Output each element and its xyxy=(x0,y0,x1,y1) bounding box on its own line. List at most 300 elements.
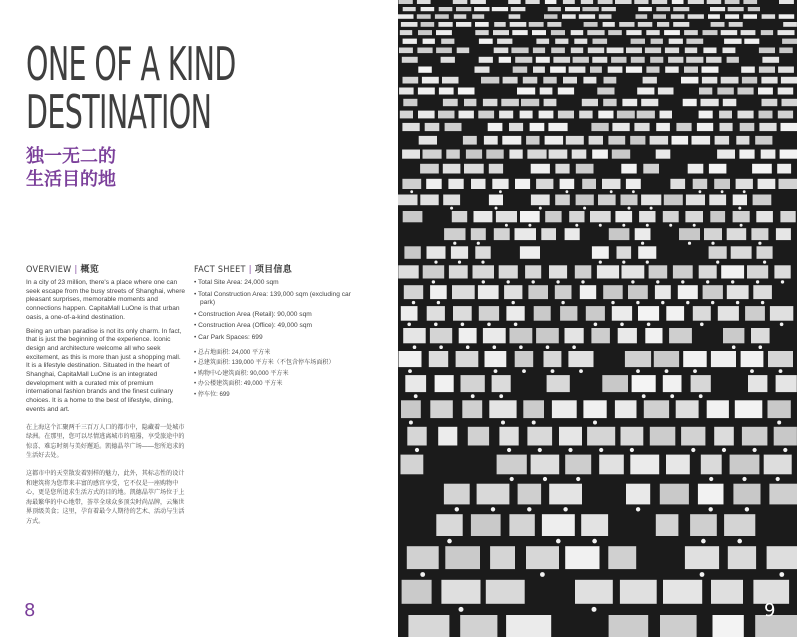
facade-panel xyxy=(650,427,676,446)
facade-panel xyxy=(617,246,632,258)
facade-panel xyxy=(512,30,527,35)
facade-panel xyxy=(774,265,790,278)
facade-panel xyxy=(445,546,480,569)
facade-panel xyxy=(453,306,472,321)
facade-panel xyxy=(656,123,670,131)
facade-panel xyxy=(604,77,617,84)
facade-panel xyxy=(738,111,754,119)
facade-panel xyxy=(579,14,595,18)
facade-panel xyxy=(475,22,489,27)
facade-panel xyxy=(724,514,755,536)
facade-bolt xyxy=(439,345,443,349)
facade-bolt xyxy=(693,369,697,373)
factsheet-list xyxy=(194,279,364,406)
facade-bolt xyxy=(779,572,784,577)
facade-panel xyxy=(767,546,797,569)
facade-bolt xyxy=(711,301,714,304)
facade-panel xyxy=(673,265,693,278)
facade-panel xyxy=(632,375,656,392)
facade-panel xyxy=(764,455,792,475)
facade-panel xyxy=(608,546,636,569)
facade-panel xyxy=(679,228,700,240)
page-title xyxy=(26,37,249,139)
facade-panel xyxy=(617,111,635,119)
facade-panel xyxy=(776,228,791,240)
list-item: • 购物中心建筑面积: 90,000 平方米 xyxy=(194,369,289,377)
facade-panel xyxy=(477,484,510,505)
facade-panel xyxy=(703,30,718,35)
facade-panel xyxy=(626,67,642,73)
facade-panel xyxy=(531,455,560,475)
facade-panel xyxy=(445,123,462,131)
facade-panel xyxy=(560,306,577,321)
left-page xyxy=(0,0,398,637)
facade-bolt xyxy=(711,242,714,245)
facade-panel xyxy=(603,285,623,299)
facade-panel xyxy=(544,99,557,106)
facade-bolt xyxy=(505,224,508,227)
facade-panel xyxy=(761,150,776,159)
overview-heading-en: OVERVIEW xyxy=(26,265,72,275)
facade-panel xyxy=(398,195,418,206)
facade-bolt xyxy=(636,369,640,373)
facade-panel xyxy=(660,615,697,637)
facade-panel xyxy=(461,375,485,392)
facade-panel xyxy=(683,99,697,106)
facade-panel xyxy=(551,48,565,54)
facade-panel xyxy=(608,136,625,145)
facade-panel xyxy=(423,265,445,278)
facade-panel xyxy=(576,195,594,206)
facade-panel xyxy=(645,328,662,343)
facade-panel xyxy=(609,228,630,240)
facade-panel xyxy=(536,39,549,44)
facade-panel xyxy=(583,400,606,418)
facade-panel xyxy=(723,99,737,106)
facade-panel xyxy=(599,14,612,18)
facade-panel xyxy=(549,484,582,505)
facade-panel xyxy=(565,7,580,11)
facade-panel xyxy=(405,375,426,392)
facade-panel xyxy=(400,30,412,35)
facade-panel xyxy=(402,150,420,159)
facade-panel xyxy=(719,111,732,119)
facade-panel xyxy=(698,484,724,505)
facade-panel xyxy=(758,88,773,95)
facade-panel xyxy=(486,150,503,159)
facade-panel xyxy=(456,22,471,27)
facade-bolt xyxy=(722,448,726,452)
facade-panel xyxy=(707,0,722,4)
facade-panel xyxy=(486,580,525,604)
facade-bolt xyxy=(620,323,624,327)
facade-panel xyxy=(715,136,730,145)
facade-panel xyxy=(520,211,540,222)
facade-panel xyxy=(569,67,586,73)
facade-panel xyxy=(463,136,477,145)
facade-panel xyxy=(753,195,772,206)
facade-panel xyxy=(778,111,793,119)
facade-panel xyxy=(641,99,658,106)
facade-panel xyxy=(747,265,768,278)
facade-panel xyxy=(730,455,760,475)
facade-bolt xyxy=(641,242,644,245)
facade-bolt xyxy=(750,369,754,373)
facade-bolt xyxy=(646,224,649,227)
facade-panel xyxy=(536,179,553,189)
facade-panel xyxy=(430,400,453,418)
facade-bolt xyxy=(691,448,695,452)
facade-panel xyxy=(458,88,475,95)
facade-panel xyxy=(575,580,613,604)
facade-panel xyxy=(459,328,477,343)
facade-panel xyxy=(422,77,439,84)
factsheet-cn-list xyxy=(194,349,364,400)
facade-panel xyxy=(608,30,622,35)
facade-bolt xyxy=(756,280,759,283)
facade-panel xyxy=(665,48,679,54)
facade-bolt xyxy=(665,369,669,373)
facade-panel xyxy=(459,111,474,119)
facade-bolt xyxy=(556,280,559,283)
facade-bolt xyxy=(709,507,713,511)
facade-bolt xyxy=(731,280,734,283)
facade-panel xyxy=(590,211,611,222)
facade-panel xyxy=(579,111,592,119)
facade-panel xyxy=(736,136,749,145)
facade-panel xyxy=(402,179,421,189)
facade-panel xyxy=(583,77,596,84)
facade-panel xyxy=(761,30,773,35)
facade-bolt xyxy=(556,539,561,544)
facade-panel xyxy=(657,22,669,27)
facade-panel xyxy=(531,195,550,206)
facade-panel xyxy=(547,375,570,392)
facade-bolt xyxy=(656,280,659,283)
facade-panel xyxy=(513,67,528,73)
facade-panel xyxy=(438,427,457,446)
facade-panel xyxy=(630,455,659,475)
facade-panel xyxy=(456,7,471,11)
facade-panel xyxy=(399,0,413,4)
facade-panel xyxy=(592,150,608,159)
facade-bolt xyxy=(487,323,491,327)
facade-panel xyxy=(403,211,423,222)
facade-panel xyxy=(518,484,542,505)
facade-panel xyxy=(779,48,792,54)
facade-panel xyxy=(573,57,589,63)
facade-panel xyxy=(474,211,493,222)
facade-panel xyxy=(483,328,506,343)
facade-panel xyxy=(626,179,641,189)
facade-panel xyxy=(441,580,480,604)
facade-panel xyxy=(568,351,593,367)
facade-panel xyxy=(531,164,550,174)
facade-panel xyxy=(550,67,566,73)
facade-panel xyxy=(756,211,773,222)
facade-bolt xyxy=(701,539,706,544)
facade-bolt xyxy=(458,261,461,264)
facade-bolt xyxy=(568,448,572,452)
facade-bolt xyxy=(453,242,456,245)
facade-bolt xyxy=(563,507,567,511)
facade-panel xyxy=(777,164,791,174)
facade-panel xyxy=(497,455,527,475)
facade-bolt xyxy=(466,345,470,349)
facade-panel xyxy=(669,39,683,44)
facade-panel xyxy=(558,88,574,95)
facade-bolt xyxy=(669,224,672,227)
facade-panel xyxy=(673,22,689,27)
facade-panel xyxy=(545,136,564,145)
facade-bolt xyxy=(688,242,691,245)
facade-panel xyxy=(638,22,653,27)
facade-panel xyxy=(635,228,651,240)
facade-panel xyxy=(781,77,797,84)
facade-bolt xyxy=(551,369,555,373)
facade-panel xyxy=(717,150,735,159)
facade-panel xyxy=(703,285,723,299)
facade-panel xyxy=(770,306,793,321)
facade-bolt xyxy=(572,345,576,349)
facade-panel xyxy=(545,211,561,222)
facade-panel xyxy=(744,39,759,44)
facade-panel xyxy=(728,7,744,11)
facade-panel xyxy=(597,265,619,278)
facade-panel xyxy=(688,164,704,174)
facade-panel xyxy=(464,99,476,106)
facade-bolt xyxy=(432,280,435,283)
facade-panel xyxy=(673,7,689,11)
facade-bolt xyxy=(519,345,523,349)
facade-bolt xyxy=(738,207,741,210)
facade-panel xyxy=(484,136,498,145)
facade-panel xyxy=(725,14,739,18)
facade-panel xyxy=(562,14,576,18)
facade-panel xyxy=(407,427,426,446)
facade-panel xyxy=(587,30,604,35)
facade-bolt xyxy=(661,301,664,304)
facade-panel xyxy=(401,22,418,27)
facade-panel xyxy=(676,123,691,131)
facade-panel xyxy=(686,195,705,206)
facade-panel xyxy=(774,427,797,446)
facade-panel xyxy=(580,285,596,299)
facade-bolt xyxy=(543,477,547,481)
facade-bolt xyxy=(459,607,464,612)
page-number-right: 9 xyxy=(764,600,776,621)
facade-panel xyxy=(660,111,673,119)
facade-bolt xyxy=(414,394,418,398)
facade-panel xyxy=(483,99,498,106)
facade-pattern-image xyxy=(398,0,797,637)
facade-panel xyxy=(752,164,772,174)
facade-panel xyxy=(401,400,421,418)
facade-panel xyxy=(555,195,570,206)
facade-panel xyxy=(449,265,468,278)
facade-panel xyxy=(758,179,776,189)
facade-bolt xyxy=(477,242,480,245)
facade-panel xyxy=(741,30,756,35)
facade-bolt xyxy=(776,477,780,481)
facade-bolt xyxy=(575,224,578,227)
overview-paragraph-cn: 这都市中的天堂散发着别样的魅力，此外，其标志性的设计和建筑将为您带来丰富的感官享受，它不仅是一座购物中心，更是您所追求生活方式的目的地。凯德晶萃广场位于上海最繁华的中心地带，荟萃全球众多顶尖时尚品牌，云集世界顶级美食；这里，孕育着最令人期待的艺术、活动与生活方式。 xyxy=(26,469,185,525)
facade-panel xyxy=(729,22,743,27)
overview-text xyxy=(26,279,186,531)
facade-panel xyxy=(419,136,437,145)
facade-bolt xyxy=(763,261,766,264)
facade-panel xyxy=(699,88,712,95)
facade-bolt xyxy=(447,539,452,544)
facade-bolt xyxy=(737,539,742,544)
page-number-left: 8 xyxy=(24,600,36,621)
facade-panel xyxy=(403,328,426,343)
facade-panel xyxy=(536,57,550,63)
facade-panel xyxy=(690,514,717,536)
facade-panel xyxy=(591,328,610,343)
list-item: • Construction Area (Retail): 90,000 sqm xyxy=(194,310,312,318)
facade-panel xyxy=(575,265,592,278)
facade-panel xyxy=(626,30,641,35)
facade-panel xyxy=(612,306,632,321)
facade-panel xyxy=(404,285,423,299)
facade-panel xyxy=(528,285,548,299)
facade-panel xyxy=(645,48,661,54)
facade-panel xyxy=(592,57,607,63)
facade-panel xyxy=(499,111,513,119)
list-item: • Total Construction Area: 139,000 sqm (excluding car park) xyxy=(194,290,351,307)
facade-panel xyxy=(426,179,442,189)
facade-panel xyxy=(778,88,794,95)
facade-panel xyxy=(646,30,659,35)
facade-panel xyxy=(542,514,575,536)
facade-panel xyxy=(621,164,636,174)
list-item: • 总占地面积: 24,000 平方米 xyxy=(194,348,271,356)
facade-panel xyxy=(488,123,503,131)
facade-panel xyxy=(599,455,624,475)
facade-panel xyxy=(740,123,755,131)
facade-bolt xyxy=(693,224,696,227)
facade-bolt xyxy=(761,301,764,304)
facade-panel xyxy=(720,123,733,131)
facade-bolt xyxy=(415,448,419,452)
facade-panel xyxy=(651,39,663,44)
facade-panel xyxy=(506,306,524,321)
facade-panel xyxy=(439,7,453,11)
facade-bolt xyxy=(721,190,724,193)
facade-panel xyxy=(421,7,435,11)
facade-panel xyxy=(643,77,657,84)
facade-panel xyxy=(555,39,568,44)
facade-panel xyxy=(565,546,599,569)
facade-panel xyxy=(638,246,656,258)
facade-panel xyxy=(701,455,722,475)
facade-panel xyxy=(663,580,702,604)
facade-panel xyxy=(615,400,637,418)
facade-panel xyxy=(501,99,519,106)
facade-panel xyxy=(563,0,575,4)
facade-bolt xyxy=(670,394,674,398)
facade-panel xyxy=(549,150,568,159)
facade-bolt xyxy=(566,190,569,193)
facade-panel xyxy=(509,150,522,159)
facade-panel xyxy=(508,0,521,4)
facade-panel xyxy=(656,150,671,159)
facade-bolt xyxy=(420,572,425,577)
facade-panel xyxy=(418,30,432,35)
facade-panel xyxy=(650,136,669,145)
facade-panel xyxy=(466,150,482,159)
facade-panel xyxy=(649,265,668,278)
facade-panel xyxy=(444,484,470,505)
facade-panel xyxy=(398,265,418,278)
list-item: • Total Site Area: 24,000 sqm xyxy=(194,279,279,286)
facade-panel xyxy=(401,455,424,475)
facade-panel xyxy=(685,546,719,569)
facade-panel xyxy=(521,99,539,106)
factsheet-en-list xyxy=(194,279,364,343)
facade-panel xyxy=(748,375,767,392)
facade-panel xyxy=(735,400,763,418)
facade-panel xyxy=(727,285,749,299)
facade-bolt xyxy=(636,301,639,304)
facade-panel xyxy=(780,211,795,222)
facade-panel xyxy=(429,351,448,367)
facade-bolt xyxy=(716,261,719,264)
facade-panel xyxy=(626,48,642,54)
facade-panel xyxy=(421,22,435,27)
facade-panel xyxy=(668,57,683,63)
facade-panel xyxy=(622,265,645,278)
facade-bolt xyxy=(407,323,411,327)
facade-panel xyxy=(475,30,488,35)
facade-bolt xyxy=(780,323,784,327)
facade-bolt xyxy=(576,477,580,481)
facade-panel xyxy=(751,328,770,343)
facade-bolt xyxy=(579,369,583,373)
facade-panel xyxy=(646,67,659,73)
facade-panel xyxy=(523,400,544,418)
facade-panel xyxy=(402,123,419,131)
facade-bolt xyxy=(437,301,440,304)
facade-panel xyxy=(602,7,616,11)
facade-bolt xyxy=(409,421,413,425)
facade-panel xyxy=(602,375,628,392)
facade-panel xyxy=(402,57,418,63)
facade-panel xyxy=(520,246,540,258)
facade-panel xyxy=(430,328,452,343)
facade-panel xyxy=(492,179,508,189)
facade-panel xyxy=(664,30,680,35)
facade-bolt xyxy=(493,345,497,349)
facade-panel xyxy=(707,400,729,418)
facade-bolt xyxy=(532,280,535,283)
facade-panel xyxy=(693,179,708,189)
list-item: • Car Park Spaces: 699 xyxy=(194,333,263,341)
facade-panel xyxy=(704,228,722,240)
facade-panel xyxy=(757,246,773,258)
facade-panel xyxy=(637,88,654,95)
facade-panel xyxy=(566,136,584,145)
facade-panel xyxy=(671,14,685,18)
facade-bolt xyxy=(742,477,746,481)
facade-panel xyxy=(703,48,716,54)
facade-panel xyxy=(402,580,432,604)
facade-panel xyxy=(555,164,569,174)
facade-panel xyxy=(547,22,561,27)
facade-bolt xyxy=(413,345,417,349)
facade-panel xyxy=(776,375,797,392)
